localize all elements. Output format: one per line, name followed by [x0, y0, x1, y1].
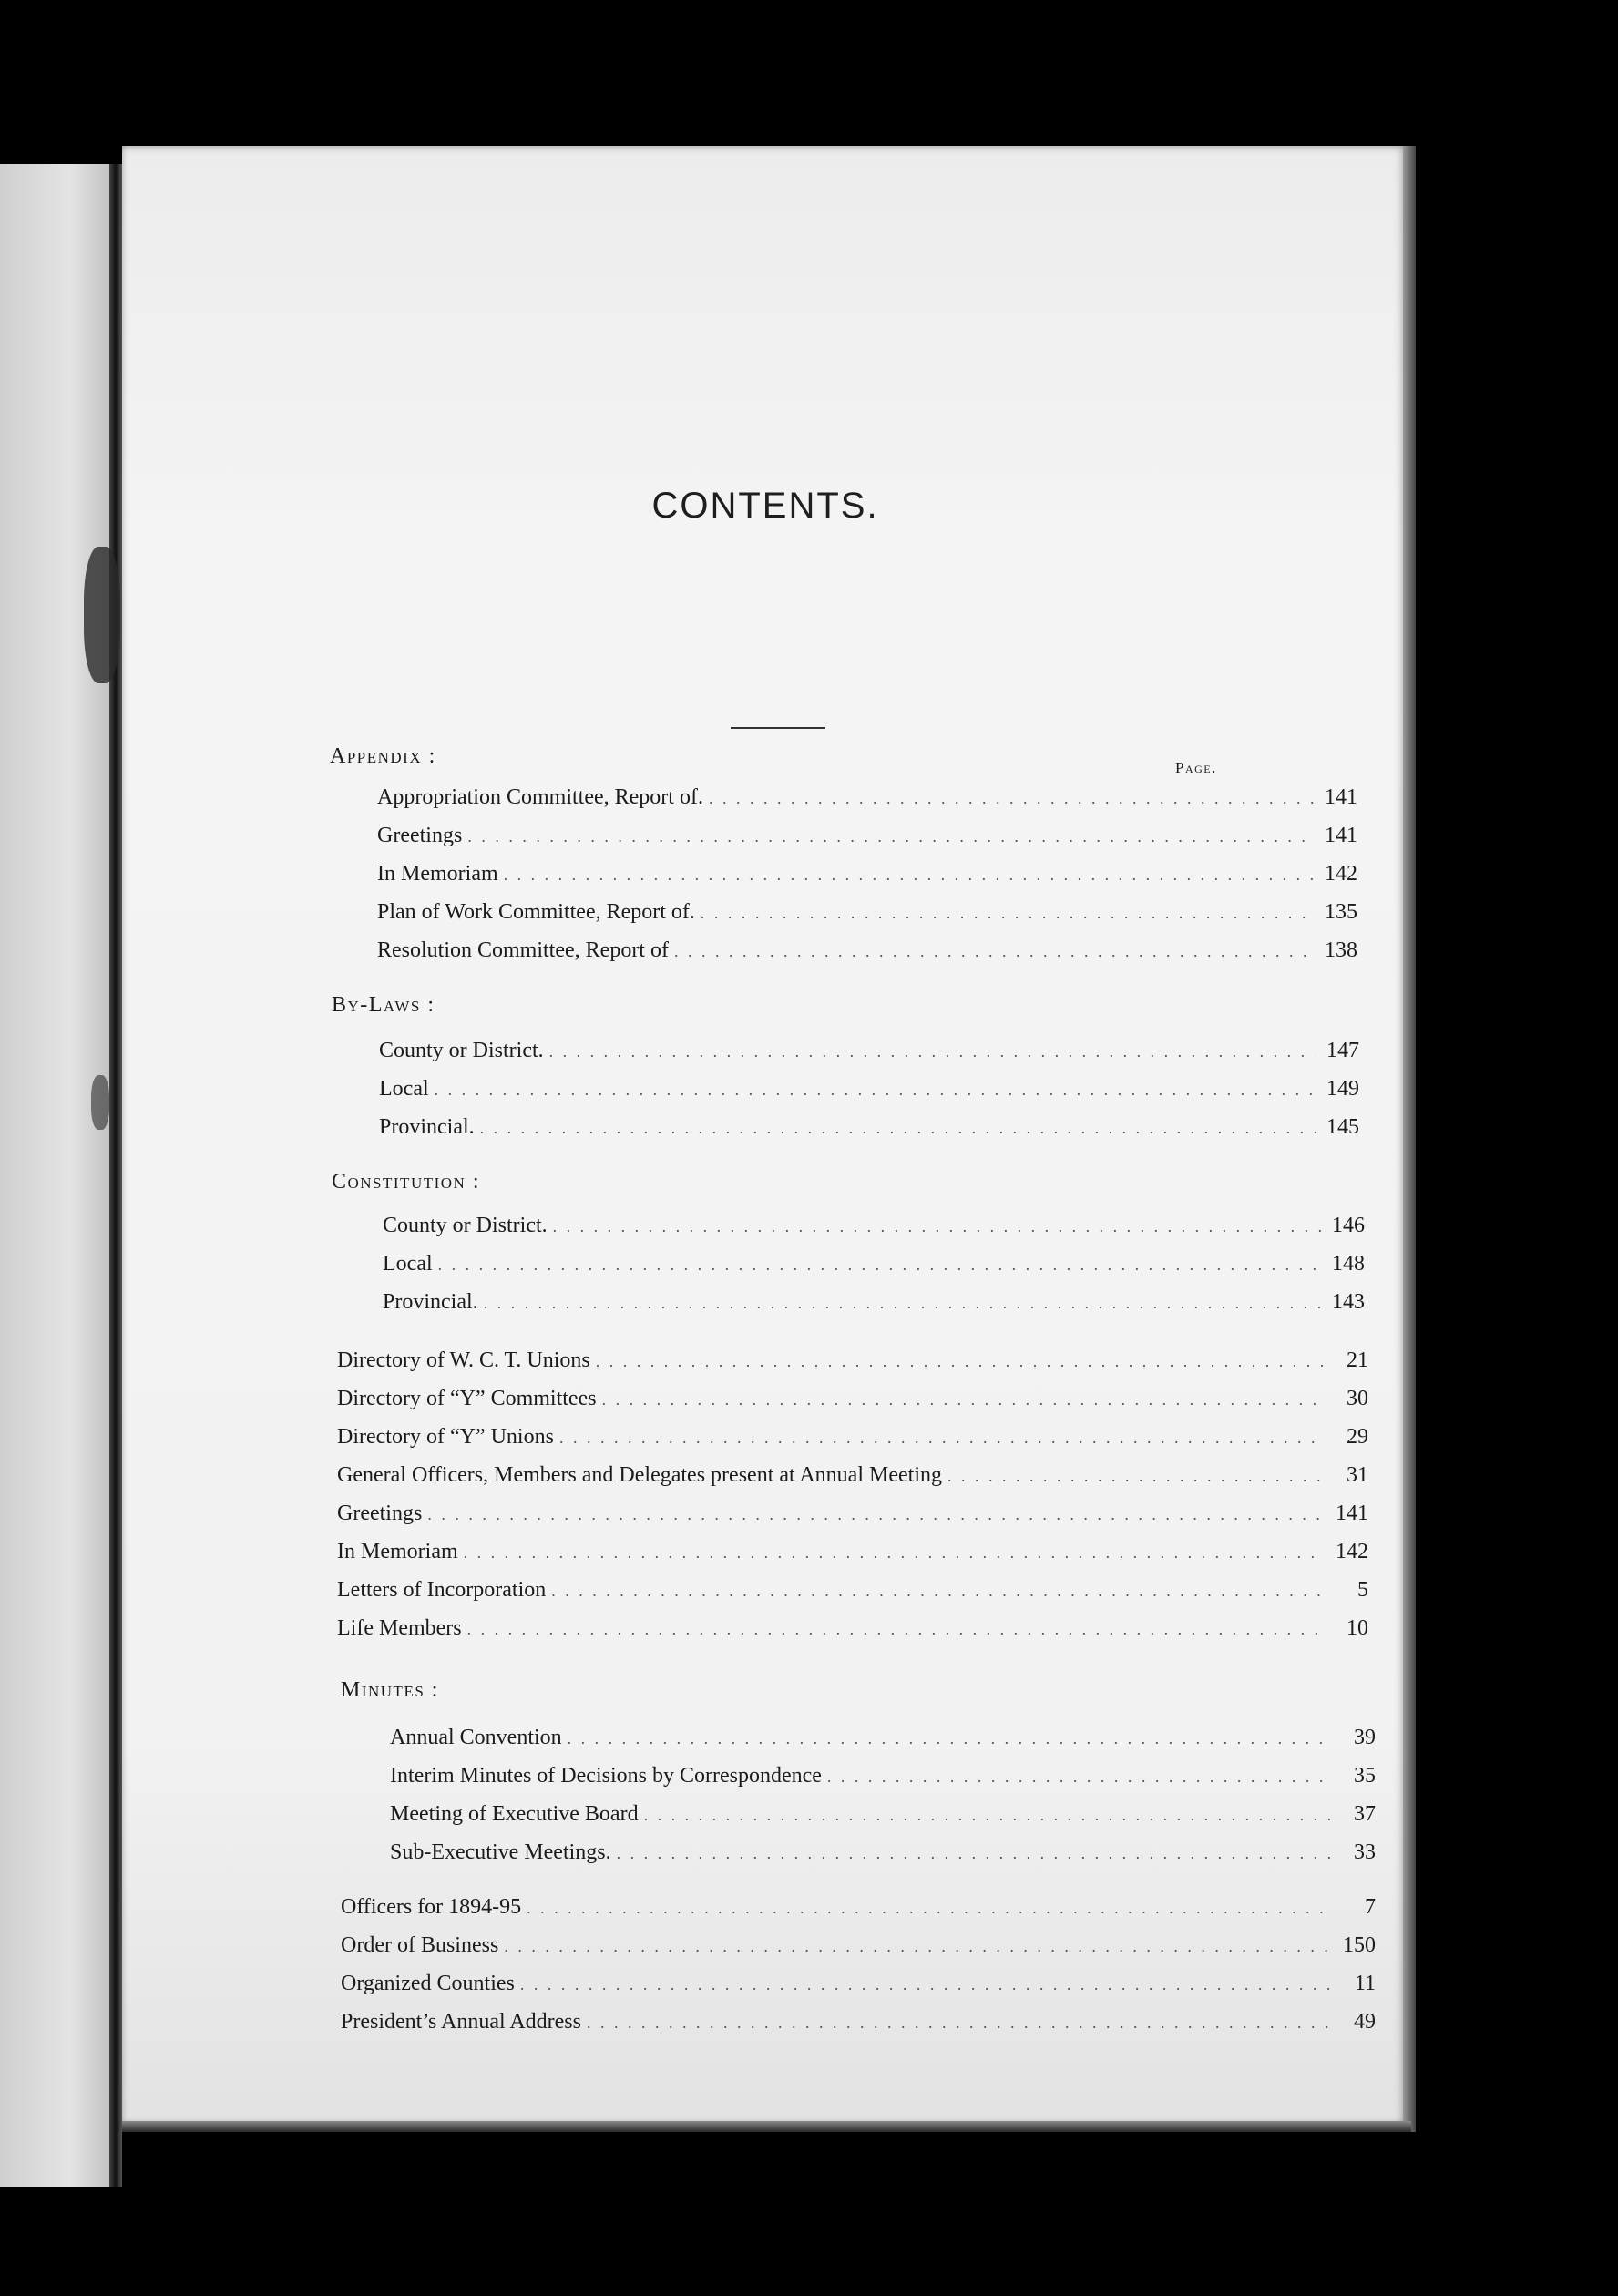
leader-dots	[427, 1505, 1325, 1524]
contents-page	[122, 146, 1408, 2127]
toc-entry: Plan of Work Committee, Report of. . . . 135	[377, 900, 1357, 928]
toc-entry: Resolution Committee, Report of . . . 138	[377, 938, 1357, 966]
toc-entry: Local . . . 148	[383, 1252, 1365, 1279]
leader-dots	[587, 2014, 1332, 2033]
leader-dots	[480, 1119, 1316, 1138]
leader-dots	[520, 1975, 1332, 1994]
leader-dots	[467, 1620, 1325, 1639]
toc-entry: Local . . . 149	[379, 1077, 1359, 1104]
toc-entry: Greetings . . . 141	[337, 1502, 1368, 1529]
leader-dots	[617, 1844, 1332, 1863]
toc-entry: Meeting of Executive Board . . . 37	[390, 1802, 1376, 1830]
section-heading-constitution: Constitution :	[332, 1170, 480, 1194]
toc-entry: County or District. . . . 147	[379, 1039, 1359, 1066]
toc-entry: In Memoriam . . . 142	[337, 1540, 1368, 1567]
toc-entry: County or District. . . . 146	[383, 1214, 1365, 1241]
leader-dots	[527, 1899, 1332, 1918]
leader-dots	[551, 1582, 1325, 1601]
section-heading-bylaws: By-Laws :	[332, 993, 435, 1017]
leader-dots	[504, 866, 1314, 885]
toc-entry: Order of Business . . . 150	[341, 1933, 1376, 1961]
leader-dots	[947, 1467, 1325, 1486]
leader-dots	[464, 1543, 1325, 1563]
leader-dots	[674, 942, 1314, 961]
ink-stain	[84, 547, 120, 683]
leader-dots	[553, 1217, 1321, 1236]
leader-dots	[602, 1390, 1325, 1409]
toc-entry: Letters of Incorporation . . . 5	[337, 1578, 1368, 1605]
leader-dots	[701, 904, 1314, 923]
toc-entry: Directory of W. C. T. Unions . . . 21	[337, 1348, 1368, 1376]
leader-dots	[438, 1256, 1321, 1275]
toc-entry: General Officers, Members and Delegates present at Annual Meeting . . . 31	[337, 1463, 1368, 1491]
leader-dots	[644, 1806, 1332, 1825]
title-rule	[731, 727, 825, 729]
leader-dots	[568, 1729, 1332, 1748]
toc-entry: Provincial. . . . 143	[383, 1290, 1365, 1317]
toc-entry: President’s Annual Address . . . 49	[341, 2010, 1376, 2037]
section-heading-minutes: Minutes :	[341, 1678, 439, 1702]
page-title: CONTENTS.	[651, 486, 879, 526]
page-edge	[1403, 146, 1416, 2132]
page-column-header: Page.	[1175, 759, 1217, 776]
toc-entry: Provincial. . . . 145	[379, 1115, 1359, 1143]
toc-entry: Officers for 1894-95 . . . 7	[341, 1895, 1376, 1922]
page-bottom-edge	[122, 2121, 1411, 2132]
toc-entry: Life Members . . . 10	[337, 1616, 1368, 1644]
toc-entry: Sub-Executive Meetings. . . . 33	[390, 1840, 1376, 1868]
leader-dots	[827, 1768, 1332, 1787]
toc-entry: Appropriation Committee, Report of. . . . 141	[377, 785, 1357, 813]
section-heading-appendix: Appendix :	[330, 744, 436, 768]
leader-dots	[435, 1081, 1316, 1100]
toc-entry: Directory of “Y” Committees . . . 30	[337, 1387, 1368, 1414]
toc-entry: Organized Counties . . . 11	[341, 1972, 1376, 1999]
toc-entry: Greetings . . . 141	[377, 824, 1357, 851]
ink-stain	[91, 1075, 109, 1130]
leader-dots	[484, 1294, 1321, 1313]
toc-entry: In Memoriam . . . 142	[377, 862, 1357, 889]
toc-entry: Directory of “Y” Unions . . . 29	[337, 1425, 1368, 1452]
book-gutter	[109, 164, 122, 2187]
leader-dots	[467, 827, 1314, 846]
leader-dots	[504, 1937, 1332, 1956]
leader-dots	[559, 1429, 1325, 1448]
leader-dots	[596, 1352, 1325, 1371]
toc-entry: Annual Convention . . . 39	[390, 1726, 1376, 1753]
facing-page	[0, 164, 117, 2187]
leader-dots	[709, 789, 1314, 808]
toc-entry: Interim Minutes of Decisions by Correspondence . . . 35	[390, 1764, 1376, 1791]
leader-dots	[549, 1042, 1316, 1061]
